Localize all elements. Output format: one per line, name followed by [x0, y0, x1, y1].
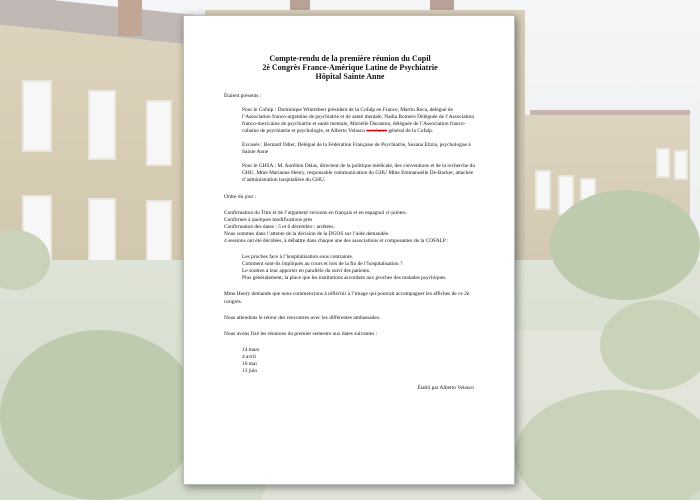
struck-word: secrétaire [366, 127, 387, 134]
agenda-line: Nous sommes dans l’attente de la décision de la DGOS sur l’aide demandée. [224, 230, 390, 237]
session-item: Le soutien à leur apporter en parallèle du suivi des patients. [242, 268, 371, 275]
present-heading: Étaient présents : [224, 92, 262, 99]
cofalp-text: Pour le Cofalp : Dominique Wintrebert président de la Cofalp en France, Martin Reca, délégué de l’Association franco-argentine de psychiatrie et de santé mentale, Nadia Romero Déléguée de l’Association franco-mexicaine de psychiatrie et santé mentale, Murielle Duranton, déléguée de l’Association franco-cubaine de psychiatrie et psychologie, et Alberto Velasco [242, 106, 475, 134]
document-page [183, 15, 515, 485]
session-item: Les proches face à l’hospitalisation sous contrainte. [242, 254, 354, 261]
signature: Établi par Alberto Velasco [417, 385, 474, 392]
cofalp-members [224, 107, 476, 135]
session-item: Comment sont-ils impliqués au cours et lors de la fin de l’hospitalisation ? [242, 261, 403, 268]
ghu-members: Pour le GHSA : M. Aurélien Delas, directeur de la politique médicale, des conventions et de la recherche du GHU, Mme Marianne Henry, responsable communication du GHU Mme Emmanuelle De-Backer, attachée d’administration hospitalière du GHU. [242, 163, 476, 184]
document-title [224, 54, 476, 82]
meeting-date: 4 avril [242, 353, 256, 360]
title-line: Compte-rendu de la première réunion du Copil [269, 54, 431, 63]
meeting-date: 13 juin [242, 368, 258, 375]
meeting-date: 14 mars [242, 346, 260, 353]
agenda-list [224, 210, 476, 245]
agenda-line: 4 sessions ont été décidées, à débattre dans chaque une des associations et composantes de la COFALP : [224, 238, 449, 245]
title-line: Hôpital Sainte Anne [315, 72, 385, 82]
meeting-dates [224, 347, 476, 375]
agenda-line: Confirmés à quelques modifications près [224, 216, 313, 223]
title-line: 2è Congrès France-Amérique Latine de Psychiatrie [262, 63, 438, 73]
agenda-heading: Ordre du jour : [224, 193, 257, 200]
meeting-date: 16 mai [242, 361, 257, 368]
meetings-intro: Nous avons fixé les réunions du premier semestre aux dates suivantes : [224, 330, 378, 337]
session-list [224, 254, 476, 282]
cofalp-text-end: général de la Cofalp. [388, 127, 434, 134]
embassies-note: Nous attendons le retour des rencontres avec les différentes ambassades. [224, 314, 381, 321]
poster-note: Mme Henry demande que nous commencions à réfléchir à l’image qui pourrait accompagner les affiches de ce 2è congrès. [224, 291, 470, 305]
excused-members: Excusés : Bernard Odier, Délégué de la Fédération Française de Psychiatrie, Susana Elizia, psychologue à Sainte Anne [242, 142, 471, 156]
agenda-line: Confirmation des dates : 5 et 6 décembre : arrêtées. [224, 223, 335, 230]
agenda-line: Confirmation du Titre et de l’argument versions en français et en espagnol ci-jointes. [224, 209, 407, 216]
session-item: Plus généralement, la place que les institutions accordent aux proches des malades psychiques. [242, 275, 447, 282]
